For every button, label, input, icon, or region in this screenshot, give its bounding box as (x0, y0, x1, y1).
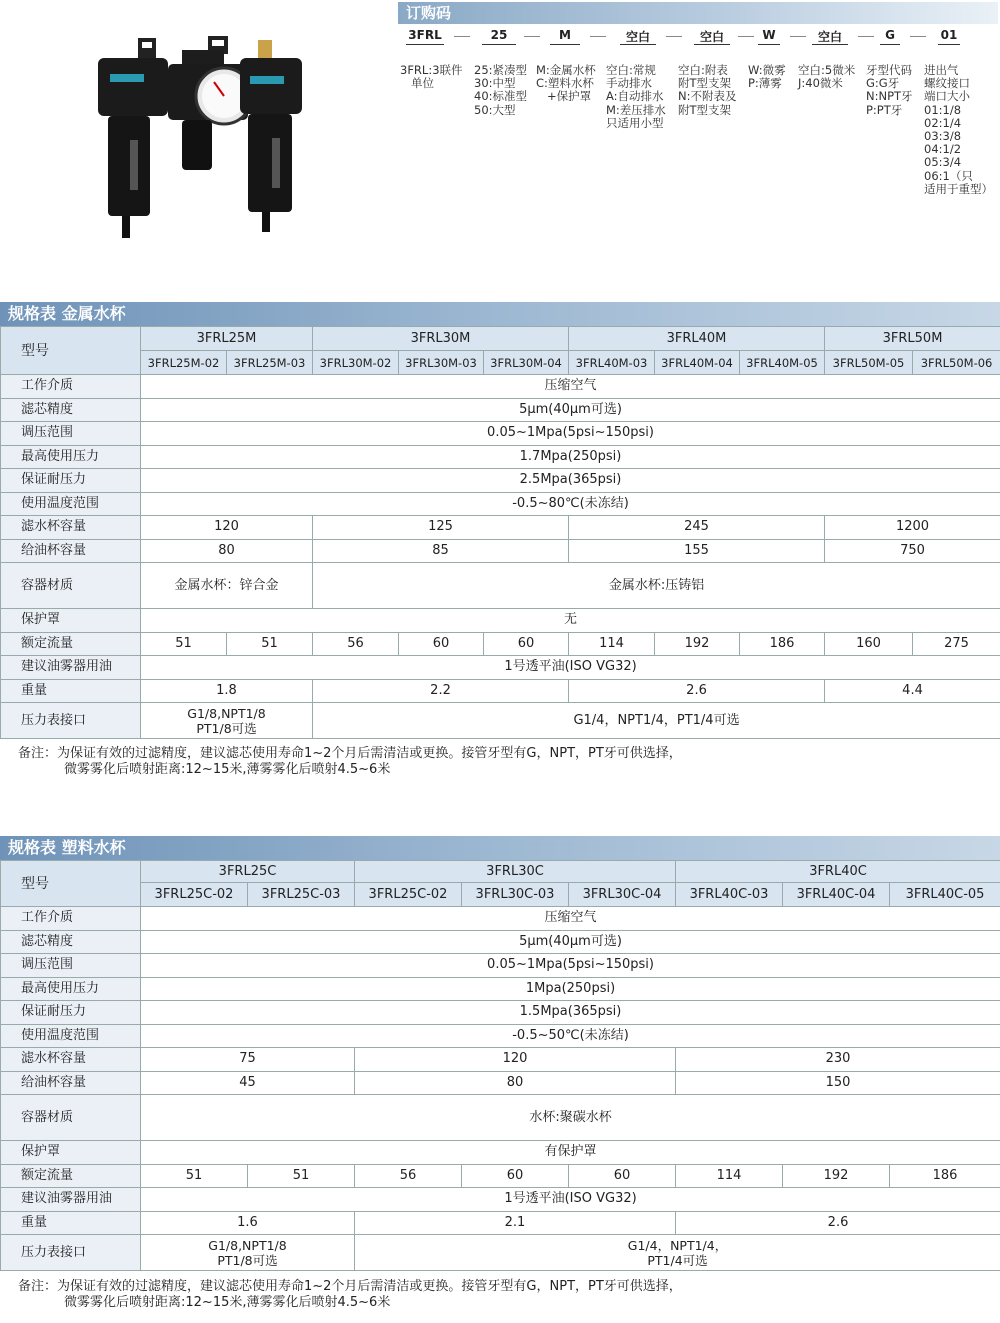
code-desc-thread: 牙型代码 G:G牙 N:NPT牙 P:PT牙 (866, 63, 913, 117)
row-value: 245 (569, 516, 825, 540)
code-value: W (762, 28, 776, 42)
code-segment-mist (758, 28, 780, 42)
row-label: 调压范围 (1, 422, 141, 446)
row-label: 重量 (1, 679, 141, 703)
row-label: 滤水杯容量 (1, 1048, 141, 1072)
model-group: 3FRL40M (569, 327, 825, 351)
row-label: 给油杯容量 (1, 539, 141, 563)
model-cell: 3FRL50M-05 (825, 351, 913, 375)
row-value: 114 (569, 632, 655, 656)
note-line: 备注：为保证有效的过滤精度，建议滤芯使用寿命1~2个月后需清洁或更换。接管牙型有G，NPT，PT牙可供选择， (18, 1279, 682, 1294)
model-cell: 3FRL30M-02 (313, 351, 399, 375)
row-value: 1.7Mpa(250psi) (141, 445, 1000, 469)
row-label: 保证耐压力 (1, 469, 141, 493)
row-value: 5μm(40μm可选) (141, 930, 1000, 954)
model-cell: 3FRL25C-02 (141, 883, 248, 907)
row-label: 额定流量 (1, 632, 141, 656)
row-value: 51 (141, 632, 227, 656)
row-value: 192 (655, 632, 740, 656)
metal-spec-table (0, 326, 1000, 739)
row-label: 使用温度范围 (1, 492, 141, 516)
model-cell: 3FRL25M-02 (141, 351, 227, 375)
row-value: 186 (740, 632, 825, 656)
model-group: 3FRL30M (313, 327, 569, 351)
model-cell: 3FRL30M-04 (484, 351, 569, 375)
row-value: 60 (569, 1164, 676, 1188)
row-value: 45 (141, 1071, 355, 1095)
model-cell: 3FRL40C-03 (676, 883, 783, 907)
row-value: 2.2 (313, 679, 569, 703)
code-desc-series: 3FRL:3联件 单位 (400, 63, 463, 91)
model-cell: 3FRL30C-04 (569, 883, 676, 907)
row-value: 水杯:聚碳水杯 (141, 1095, 1000, 1141)
code-value: M (559, 28, 571, 42)
row-label: 工作介质 (1, 907, 141, 931)
plastic-spec-title: 规格表 塑料水杯 (0, 836, 1000, 860)
row-value: 275 (913, 632, 1000, 656)
model-group: 3FRL40C (676, 861, 1000, 883)
row-label: 容器材质 (1, 1095, 141, 1141)
note-line: 备注：为保证有效的过滤精度，建议滤芯使用寿命1~2个月后需清洁或更换。接管牙型有G，NPT，PT牙可供选择， (18, 746, 682, 761)
plastic-note (18, 1279, 682, 1311)
model-cell: 3FRL40M-05 (740, 351, 825, 375)
model-group: 3FRL30C (355, 861, 676, 883)
row-value: 160 (825, 632, 913, 656)
model-cell: 3FRL25C-03 (248, 883, 355, 907)
note-line: 微雾雾化后喷射距离:12~15米,薄雾雾化后喷射4.5~6米 (64, 762, 391, 777)
code-value: 01 (940, 28, 958, 42)
row-value: 120 (141, 516, 313, 540)
row-value: 60 (462, 1164, 569, 1188)
row-value: 1.8 (141, 679, 313, 703)
model-cell: 3FRL40M-04 (655, 351, 740, 375)
row-value: 120 (355, 1048, 676, 1072)
row-label: 保证耐压力 (1, 1001, 141, 1025)
row-value: G1/8,NPT1/8 PT1/8可选 (141, 703, 313, 739)
model-cell: 3FRL25C-02 (355, 883, 462, 907)
row-value: 60 (484, 632, 569, 656)
model-cell: 3FRL30M-03 (399, 351, 484, 375)
row-value: 压缩空气 (141, 907, 1000, 931)
row-value: 85 (313, 539, 569, 563)
metal-note (18, 746, 682, 778)
code-value: 空白 (699, 30, 724, 44)
row-label: 滤芯精度 (1, 398, 141, 422)
model-cell: 3FRL40M-03 (569, 351, 655, 375)
model-cell: 3FRL30C-03 (462, 883, 569, 907)
row-value: G1/4，NPT1/4，PT1/4可选 (313, 703, 1000, 739)
row-value: 51 (227, 632, 313, 656)
row-value: -0.5~50℃(未冻结) (141, 1024, 1000, 1048)
row-label: 建议油雾器用油 (1, 1188, 141, 1212)
row-value: 2.1 (355, 1211, 676, 1235)
row-value: 1号透平油(ISO VG32) (141, 656, 1000, 680)
note-line: 微雾雾化后喷射距离:12~15米,薄雾雾化后喷射4.5~6米 (64, 1295, 391, 1310)
code-value: 空白 (625, 30, 650, 44)
row-value: 155 (569, 539, 825, 563)
code-value: 25 (490, 28, 508, 42)
row-value: 2.6 (569, 679, 825, 703)
code-desc-port: 进出气 螺纹接口 端口大小 01:1/8 02:1/4 03:3/8 04:1/2 05:3/4 06:1（只 适用于重型） (924, 63, 993, 196)
row-value: 1Mpa(250psi) (141, 977, 1000, 1001)
row-value: 5μm(40μm可选) (141, 398, 1000, 422)
row-value: 金属水杯：锌合金 (141, 563, 313, 609)
product-photo-frl-unit (90, 30, 310, 245)
row-label: 容器材质 (1, 563, 141, 609)
code-value: G (885, 28, 895, 42)
code-desc-cup: M:金属水杯 C:塑料水杯 +保护罩 (536, 63, 596, 104)
row-label: 重量 (1, 1211, 141, 1235)
code-segment-micron (812, 28, 848, 45)
row-value: 186 (890, 1164, 1000, 1188)
code-segment-gauge (694, 28, 730, 45)
row-value: 56 (313, 632, 399, 656)
row-value: 80 (141, 539, 313, 563)
plastic-spec-table (0, 860, 1000, 1271)
code-segment-series (406, 28, 444, 42)
model-group: 3FRL25C (141, 861, 355, 883)
code-desc-drain: 空白:常规 手动排水 A:自动排水 M:差压排水 只适用小型 (606, 63, 666, 130)
row-value: 60 (399, 632, 484, 656)
model-cell: 3FRL40C-05 (890, 883, 1000, 907)
row-value: 压缩空气 (141, 375, 1000, 399)
code-value: 3FRL (408, 28, 442, 42)
row-value: 有保护罩 (141, 1141, 1000, 1165)
model-cell: 3FRL50M-06 (913, 351, 1000, 375)
model-label: 型号 (1, 861, 141, 907)
row-value: G1/8,NPT1/8 PT1/8可选 (141, 1235, 355, 1271)
code-desc-micron: 空白:5微米 J:40微米 (798, 63, 856, 91)
row-value: 无 (141, 609, 1000, 633)
row-value: 2.5Mpa(365psi) (141, 469, 1000, 493)
row-label: 工作介质 (1, 375, 141, 399)
row-label: 给油杯容量 (1, 1071, 141, 1095)
row-value: 114 (676, 1164, 783, 1188)
metal-spec-title: 规格表 金属水杯 (0, 302, 1000, 326)
order-code-title: 订购码 (398, 2, 998, 24)
row-label: 保护罩 (1, 609, 141, 633)
row-label: 最高使用压力 (1, 977, 141, 1001)
order-code-section (398, 0, 1000, 205)
row-value: 1号透平油(ISO VG32) (141, 1188, 1000, 1212)
row-value: 金属水杯:压铸铝 (313, 563, 1000, 609)
row-value: 0.05~1Mpa(5psi~150psi) (141, 422, 1000, 446)
row-value: 1.6 (141, 1211, 355, 1235)
row-value: 0.05~1Mpa(5psi~150psi) (141, 954, 1000, 978)
model-cell: 3FRL40C-04 (783, 883, 890, 907)
row-value: 51 (141, 1164, 248, 1188)
row-value: 4.4 (825, 679, 1000, 703)
model-group: 3FRL25M (141, 327, 313, 351)
code-segment-port (938, 28, 960, 42)
row-value: 56 (355, 1164, 462, 1188)
code-segment-cup (550, 28, 580, 42)
code-value: 空白 (817, 30, 842, 44)
row-label: 调压范围 (1, 954, 141, 978)
row-value: 150 (676, 1071, 1000, 1095)
row-label: 压力表接口 (1, 703, 141, 739)
row-value: 75 (141, 1048, 355, 1072)
code-segment-size (482, 28, 516, 42)
row-value: 1.5Mpa(365psi) (141, 1001, 1000, 1025)
model-label: 型号 (1, 327, 141, 375)
row-value: G1/4，NPT1/4， PT1/4可选 (355, 1235, 1000, 1271)
row-value: 230 (676, 1048, 1000, 1072)
code-desc-gauge: 空白:附表 附T型支架 N:不附表及 附T型支架 (678, 63, 737, 117)
code-desc-mist: W:微雾 P:薄雾 (748, 63, 786, 91)
row-value: 125 (313, 516, 569, 540)
row-value: 192 (783, 1164, 890, 1188)
model-group: 3FRL50M (825, 327, 1000, 351)
code-desc-size: 25:紧凑型 30:中型 40:标准型 50:大型 (474, 63, 528, 117)
row-label: 最高使用压力 (1, 445, 141, 469)
row-label: 额定流量 (1, 1164, 141, 1188)
row-label: 滤芯精度 (1, 930, 141, 954)
row-label: 建议油雾器用油 (1, 656, 141, 680)
row-value: 1200 (825, 516, 1000, 540)
row-value: 750 (825, 539, 1000, 563)
model-cell: 3FRL25M-03 (227, 351, 313, 375)
row-label: 压力表接口 (1, 1235, 141, 1271)
row-value: -0.5~80℃(未冻结) (141, 492, 1000, 516)
row-value: 2.6 (676, 1211, 1000, 1235)
code-segment-thread (880, 28, 900, 42)
row-value: 80 (355, 1071, 676, 1095)
row-label: 使用温度范围 (1, 1024, 141, 1048)
row-label: 保护罩 (1, 1141, 141, 1165)
row-value: 51 (248, 1164, 355, 1188)
row-label: 滤水杯容量 (1, 516, 141, 540)
code-segment-drain (620, 28, 656, 45)
